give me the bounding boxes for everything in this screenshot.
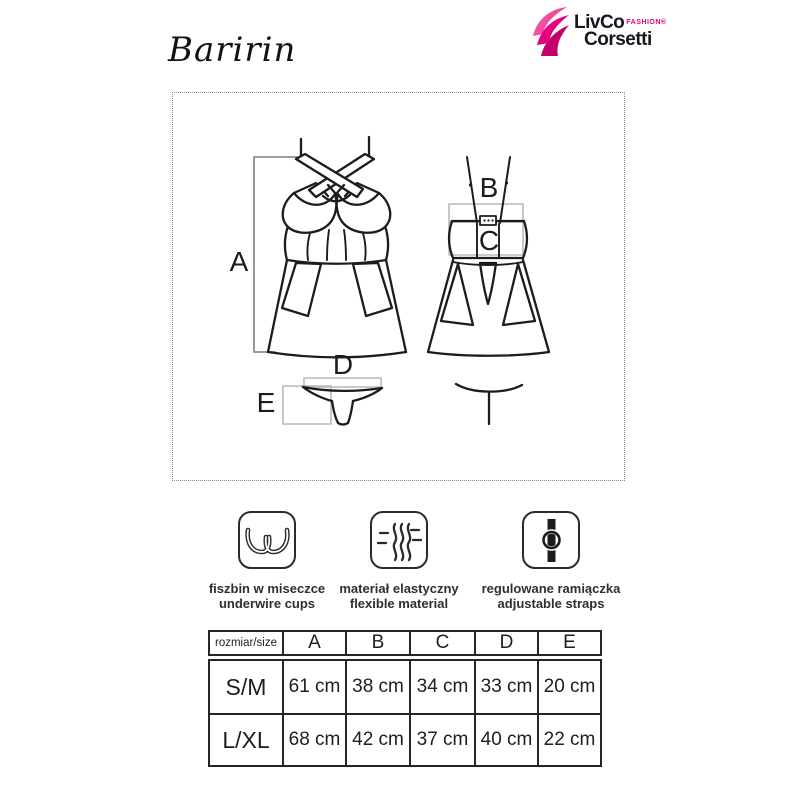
brand-name-livco: LivCo [574,12,625,33]
brand-wing-icon [531,5,573,64]
size-value-cell: 22 cm [537,713,600,765]
size-value-cell: 42 cm [345,713,409,765]
brand-logo [531,5,667,64]
feature-label-en: adjustable straps [497,596,605,611]
feature-item-straps [466,581,636,611]
measure-label-c: C [478,225,500,256]
size-value-cell: 38 cm [345,661,409,713]
measure-label-d: D [332,349,354,380]
size-value-cell: 40 cm [474,713,537,765]
measure-label-b: B [479,172,499,203]
size-row-sm-label: S/M [225,673,267,700]
garment-diagram-panel [172,92,625,481]
size-value-cell: 37 cm [409,713,474,765]
feature-label-pl: regulowane ramiączka [481,581,621,596]
brand-logo-text [574,13,667,49]
size-col-d: D [474,632,537,654]
back-view-drawing [428,157,549,356]
underwire-cups-icon [238,511,296,569]
adjustable-straps-icon [522,511,580,569]
size-col-b: B [345,632,409,654]
front-view-drawing [230,137,406,357]
feature-item-flexible [314,581,484,611]
size-value-cell: 61 cm [282,661,345,713]
size-col-e: E [537,632,600,654]
brand-fashion-tag: FASHION® [626,19,667,26]
flexible-material-icon [370,511,428,569]
feature-label-pl: fiszbin w miseczce [208,581,326,596]
size-value-cell: 20 cm [537,661,600,713]
feature-label-pl: materiał elastyczny [339,581,459,596]
panties-front-drawing [257,349,382,425]
brand-name-corsetti: Corsetti [584,29,652,50]
size-table-header-cell: rozmiar/size [215,637,277,649]
size-value-cell: 34 cm [409,661,474,713]
feature-label-en: underwire cups [218,596,316,611]
panties-back-drawing [456,384,522,424]
measure-label-a: A [229,246,249,277]
size-row-lxl-label: L/XL [210,713,282,765]
size-value-cell: 33 cm [474,661,537,713]
measure-label-e: E [256,387,276,418]
garment-technical-drawing [173,93,624,480]
size-table [208,630,602,767]
product-title: Baririn [168,30,297,70]
size-value-cell: 68 cm [282,713,345,765]
feature-label-en: flexible material [349,596,449,611]
size-col-a: A [282,632,345,654]
size-col-c: C [409,632,474,654]
size-table-body [208,659,602,767]
size-table-header [208,630,602,656]
